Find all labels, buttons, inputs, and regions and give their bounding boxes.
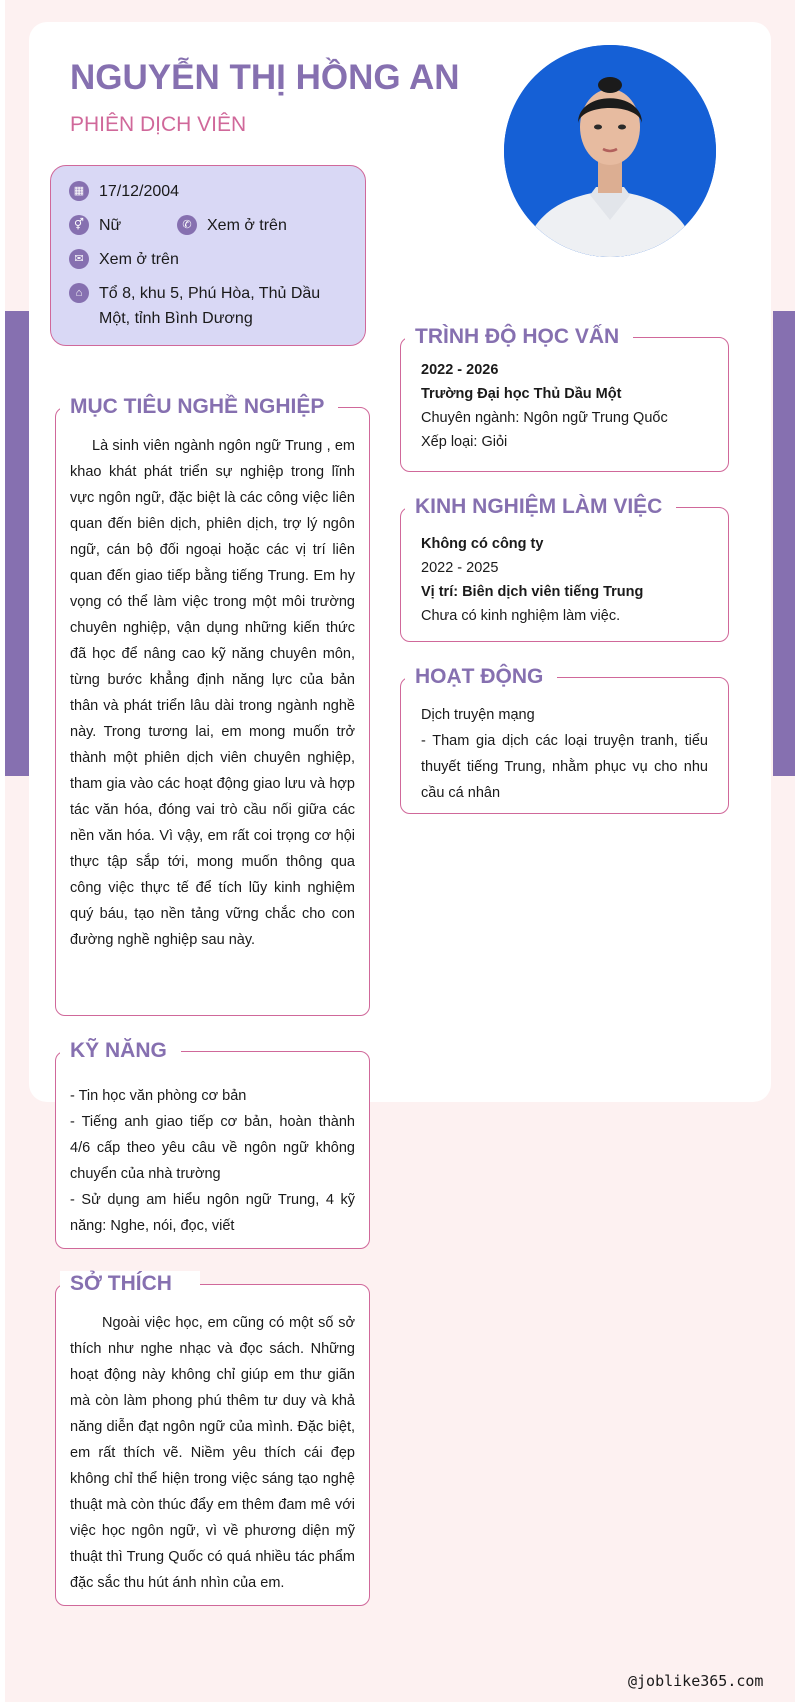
activities-body	[421, 702, 708, 806]
experience-body	[421, 532, 712, 628]
home-icon: ⌂	[69, 283, 89, 303]
gender-icon: ⚥	[69, 215, 89, 235]
experience-description: Chưa có kinh nghiệm làm việc.	[421, 608, 621, 624]
contact-birthday	[69, 179, 179, 204]
skills-heading: KỸ NĂNG	[60, 1038, 181, 1064]
hobbies-text: Ngoài việc học, em cũng có một số sở thích như nghe nhạc và đọc sách. Những hoạt động này không chỉ giúp em thư giãn mà còn làm phong phú thêm tư duy và khả năng diễn đạt ngôn ngữ của mình. Đặc biệt, em rất thích vẽ. Niềm yêu thích cái đẹp không chỉ thể hiện trong việc sáng tạo nghệ thuật mà còn thúc đẩy em thêm đam mê với việc học ngôn ngữ, vì về phương diện mỹ thuật thì Trung Quốc có quá nhiều tác phẩm đặc sắc thu hút ánh nhìn của em.	[70, 1315, 355, 1591]
education-school: Trường Đại học Thủ Dầu Một	[421, 386, 622, 402]
experience-section	[400, 507, 729, 642]
objective-heading: MỤC TIÊU NGHỀ NGHIỆP	[60, 394, 338, 420]
skill-item: - Tin học văn phòng cơ bản	[70, 1088, 247, 1104]
education-section	[400, 337, 729, 472]
left-accent-band	[5, 311, 29, 776]
right-accent-band	[773, 311, 795, 776]
phone-icon: ✆	[177, 215, 197, 235]
skill-item: - Tiếng anh giao tiếp cơ bản, hoàn thành 4/6 cấp theo yêu câu về ngôn ngữ không chuyển của nhà trường	[70, 1114, 355, 1182]
birthday-value: 17/12/2004	[99, 183, 180, 200]
education-period: 2022 - 2026	[421, 362, 499, 378]
email-icon: ✉	[69, 249, 89, 269]
contact-phone	[177, 213, 287, 238]
skills-list	[70, 1083, 355, 1239]
education-rank: Xếp loại: Giỏi	[421, 434, 508, 450]
contact-gender	[69, 213, 121, 238]
address-value: Tổ 8, khu 5, Phú Hòa, Thủ Dầu Một, tỉnh Bình Dương	[99, 285, 321, 327]
watermark: @joblike365.com	[628, 1672, 764, 1690]
objective-section	[55, 407, 370, 1016]
profile-photo	[504, 45, 716, 257]
experience-position: Vị trí: Biên dịch viên tiếng Trung	[421, 584, 644, 600]
education-heading: TRÌNH ĐỘ HỌC VẤN	[405, 324, 633, 350]
education-body	[421, 358, 712, 454]
skill-item: - Sử dụng am hiểu ngôn ngữ Trung, 4 kỹ năng: Nghe, nói, đọc, viết	[70, 1192, 355, 1234]
job-title: PHIÊN DỊCH VIÊN	[70, 113, 247, 136]
education-major: Chuyên ngành: Ngôn ngữ Trung Quốc	[421, 410, 668, 426]
gender-value: Nữ	[99, 217, 122, 234]
candidate-name: NGUYỄN THỊ HỒNG AN	[70, 58, 460, 97]
experience-period: 2022 - 2025	[421, 560, 499, 576]
calendar-icon: ▦	[69, 181, 89, 201]
experience-heading: KINH NGHIỆM LÀM VIỆC	[405, 494, 676, 520]
hobbies-section	[55, 1284, 370, 1606]
skills-section	[55, 1051, 370, 1249]
contact-address	[69, 281, 349, 331]
activities-heading: HOẠT ĐỘNG	[405, 664, 557, 690]
hobbies-heading: SỞ THÍCH	[60, 1271, 200, 1297]
experience-company: Không có công ty	[421, 536, 544, 552]
objective-text: Là sinh viên ngành ngôn ngữ Trung , em khao khát phát triển sự nghiệp trong lĩnh vực ngôn ngữ, đặc biệt là các công việc liên quan đến biên dịch, phiên dịch, trợ lý ngôn ngữ, cán bộ đối ngoại hoặc các vị trí liên quan đến giao tiếp bằng tiếng Trung. Em hy vọng có thể làm việc trong một môi trường chuyên nghiệp, vận dụng những kiến thức đã học để nâng cao kỹ năng chuyên môn, từng bước khẳng định năng lực của bản thân và phát triển lâu dài trong ngành nghề này. Trong tương lai, em mong muốn trở thành một phiên dịch viên chuyên nghiệp, tham gia vào các hoạt động giao lưu và hợp tác văn hóa, đóng vai trò cầu nối giữa các nền văn hóa. Vì vậy, em rất coi trọng cơ hội thực tập sắp tới, mong muốn thông qua công việc thực tế để tích lũy kinh nghiệm quý báu, tạo nền tảng vững chắc cho con đường nghề nghiệp sau này.	[70, 438, 355, 948]
phone-value: Xem ở trên	[207, 217, 287, 234]
activity-description: - Tham gia dịch các loại truyện tranh, tiểu thuyết tiếng Trung, nhằm phục vụ cho nhu cầu cá nhân	[421, 733, 708, 801]
activity-title: Dịch truyện mạng	[421, 707, 535, 723]
email-value: Xem ở trên	[99, 251, 179, 268]
activities-section	[400, 677, 729, 814]
contact-box	[50, 165, 366, 346]
contact-email	[69, 247, 179, 272]
